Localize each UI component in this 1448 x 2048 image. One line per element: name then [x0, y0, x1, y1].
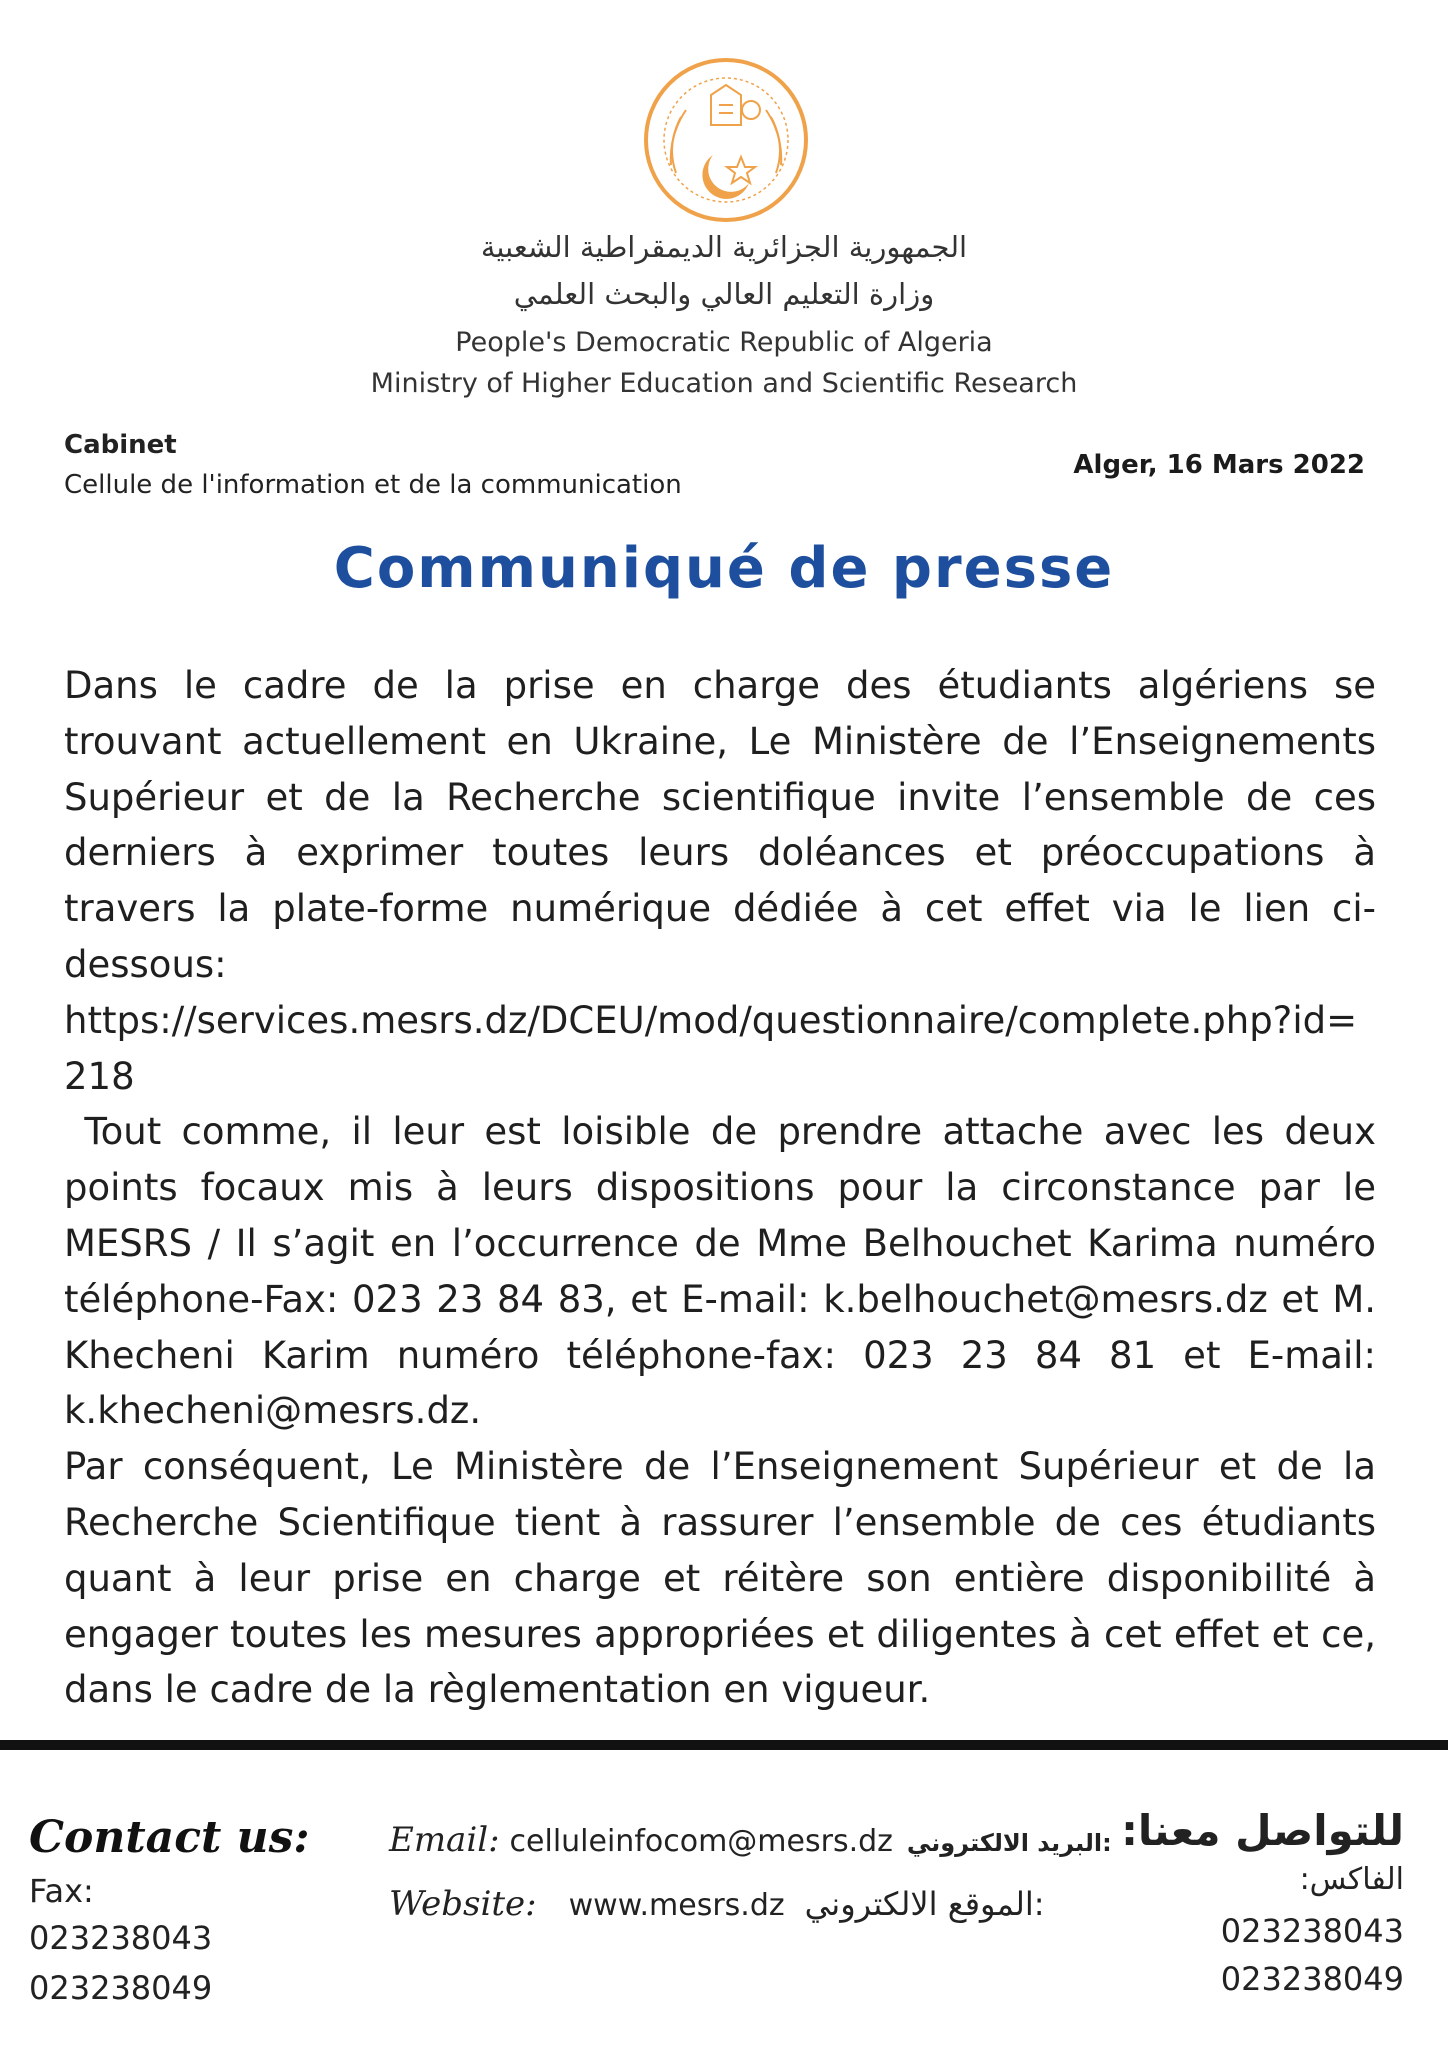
- contact-us-heading-arabic: للتواصل معنا:: [1121, 1806, 1404, 1855]
- department-cell: Cellule de l'information et de la communication: [64, 470, 682, 500]
- header-english-republic: People's Democratic Republic of Algeria: [455, 327, 993, 358]
- fax-number-1: 023238043: [29, 1919, 213, 1957]
- header-english-ministry: Ministry of Higher Education and Scientific Research: [370, 368, 1078, 399]
- fax-number-arabic-1: 023238043: [1220, 1912, 1404, 1950]
- document-date: Alger, 16 Mars 2022: [1073, 450, 1365, 480]
- press-release-body: [64, 658, 1376, 1718]
- footer-divider: [0, 1740, 1448, 1750]
- header-arabic-republic: الجمهورية الجزائرية الديمقراطية الشعبية: [480, 230, 968, 264]
- contact-us-heading: Contact us:: [29, 1812, 310, 1863]
- email-label: Email:: [389, 1820, 500, 1860]
- body-paragraph-2-text: Tout comme, il leur est loisible de prendre attache avec les deux points focaux mis à leurs dispositions pour la circonstance par le MESRS / Il s’agit en l’occurrence de Mme Belhouchet Karima numéro téléphone-Fax: 023 23 84 83, et E-mail: k.belhouchet@mesrs.dz et M. Khecheni Karim numéro téléphone-fax: 023 23 84 81 et E-mail: k.khecheni@mesrs.dz.: [64, 1110, 1376, 1433]
- body-paragraph-2: [64, 1104, 1376, 1439]
- press-release-title: Communiqué de presse: [333, 536, 1115, 601]
- website-row: [389, 1884, 1044, 1924]
- fax-number-2: 023238049: [29, 1969, 213, 2007]
- email-label-arabic: البريد الالكتروني:: [906, 1829, 1112, 1857]
- website-label: Website:: [389, 1884, 537, 1924]
- website-label-arabic: الموقع الالكتروني:: [804, 1885, 1045, 1923]
- body-paragraph-1: Dans le cadre de la prise en charge des étudiants algériens se trouvant actuellement en Ukraine, Le Ministère de l’Enseignements Supérieur et de la Recherche scientifique invite l’ensemble de ces derniers à exprimer toutes leurs doléances et préoccupations à travers la plate-forme numérique dédiée à cet effet via le lien ci-dessous:: [64, 664, 1376, 986]
- department-cabinet: Cabinet: [64, 430, 177, 460]
- fax-number-arabic-2: 023238049: [1220, 1960, 1404, 1998]
- body-paragraph-3: Par conséquent, Le Ministère de l’Enseignement Supérieur et de la Recherche Scientifique tient à rassurer l’ensemble de ces étudiants quant à leur prise en charge et réitère son entière disponibilité à engager toutes les mesures appropriées et diligentes à cet effet et ce, dans le cadre de la règlementation en vigueur.: [64, 1445, 1376, 1712]
- algeria-emblem-seal: [641, 55, 811, 225]
- fax-label: Fax:: [29, 1872, 94, 1910]
- email-row: [389, 1820, 1112, 1860]
- fax-label-arabic: الفاكس:: [1299, 1862, 1404, 1897]
- website-link[interactable]: www.mesrs.dz: [568, 1888, 785, 1923]
- email-address-link[interactable]: celluleinfocom@mesrs.dz: [509, 1824, 893, 1859]
- questionnaire-link[interactable]: https://services.mesrs.dz/DCEU/mod/questionnaire/complete.php?id=218: [64, 998, 1358, 1098]
- header-arabic-ministry: وزارة التعليم العالي والبحث العلمي: [513, 277, 935, 311]
